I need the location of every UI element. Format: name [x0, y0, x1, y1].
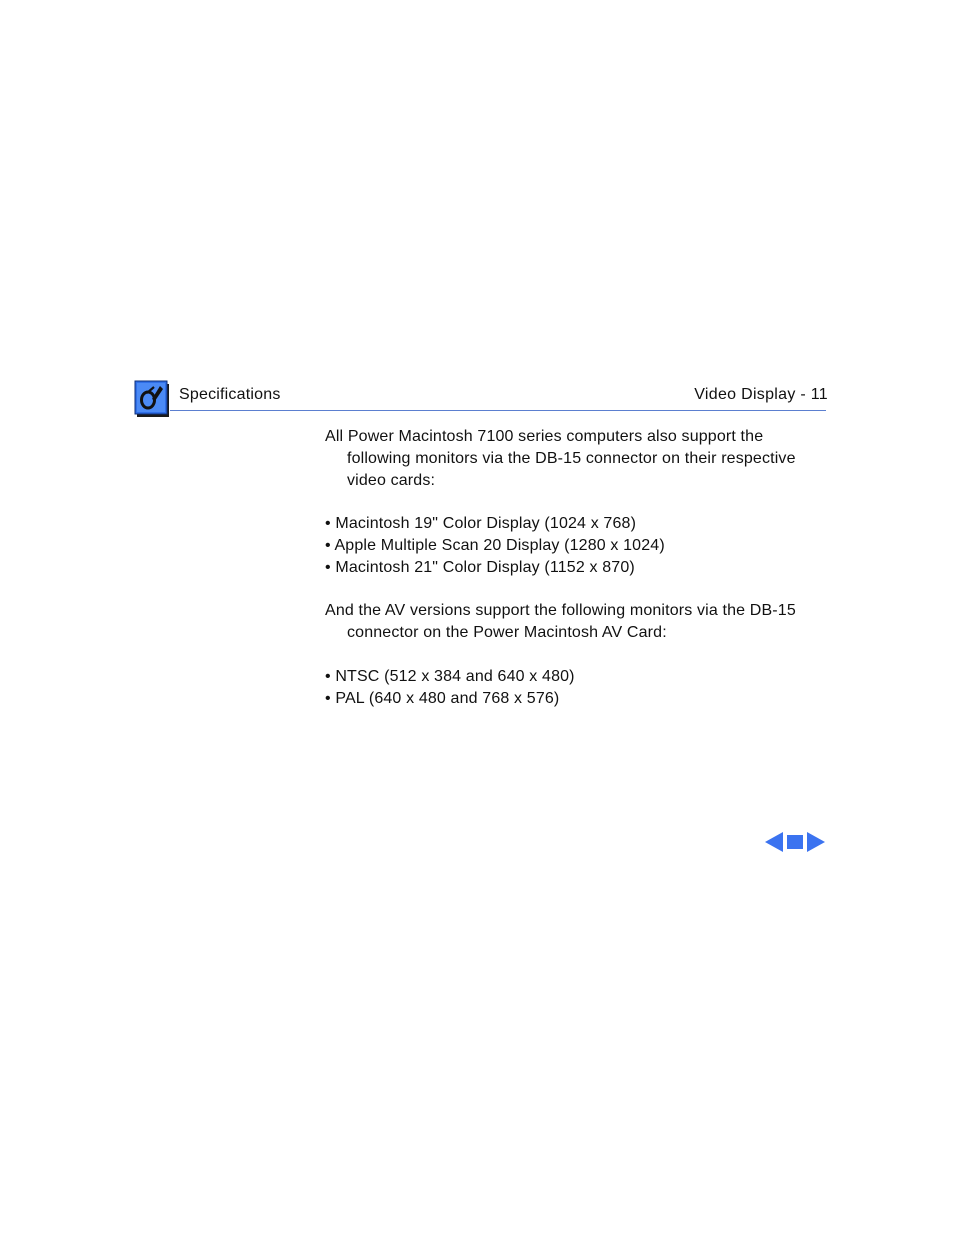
header-divider: [170, 410, 826, 411]
spacer: [325, 644, 825, 666]
next-page-button[interactable]: [806, 831, 826, 853]
main-content: [325, 426, 825, 709]
square-icon: [786, 834, 804, 850]
spacer: [325, 579, 825, 601]
av-paragraph: And the AV versions support the following monitors via the DB-15 connector on the Power Macintosh AV Card:: [325, 602, 796, 642]
list-item: • Macintosh 19" Color Display (1024 x 768): [325, 515, 637, 533]
specifications-icon: [134, 380, 170, 418]
list-item: • NTSC (512 x 384 and 640 x 480): [325, 667, 575, 685]
intro-paragraph: All Power Macintosh 7100 series computers also support the following monitors via the DB-15 connector on their respective video cards:: [325, 428, 796, 489]
stop-button[interactable]: [786, 834, 804, 850]
spacer: [325, 491, 825, 513]
page-navigation: [764, 831, 826, 853]
list-item: • PAL (640 x 480 and 768 x 576): [325, 689, 560, 707]
right-triangle-icon: [806, 831, 826, 853]
list-item: • Apple Multiple Scan 20 Display (1280 x 1024): [325, 536, 665, 554]
monitor-list: [325, 513, 825, 578]
left-triangle-icon: [764, 831, 784, 853]
previous-page-button[interactable]: [764, 831, 784, 853]
page-reference: Video Display - 11: [694, 386, 828, 403]
list-item: • Macintosh 21" Color Display (1152 x 870): [325, 558, 635, 576]
av-monitor-list: [325, 666, 825, 710]
section-title: Specifications: [179, 386, 281, 403]
